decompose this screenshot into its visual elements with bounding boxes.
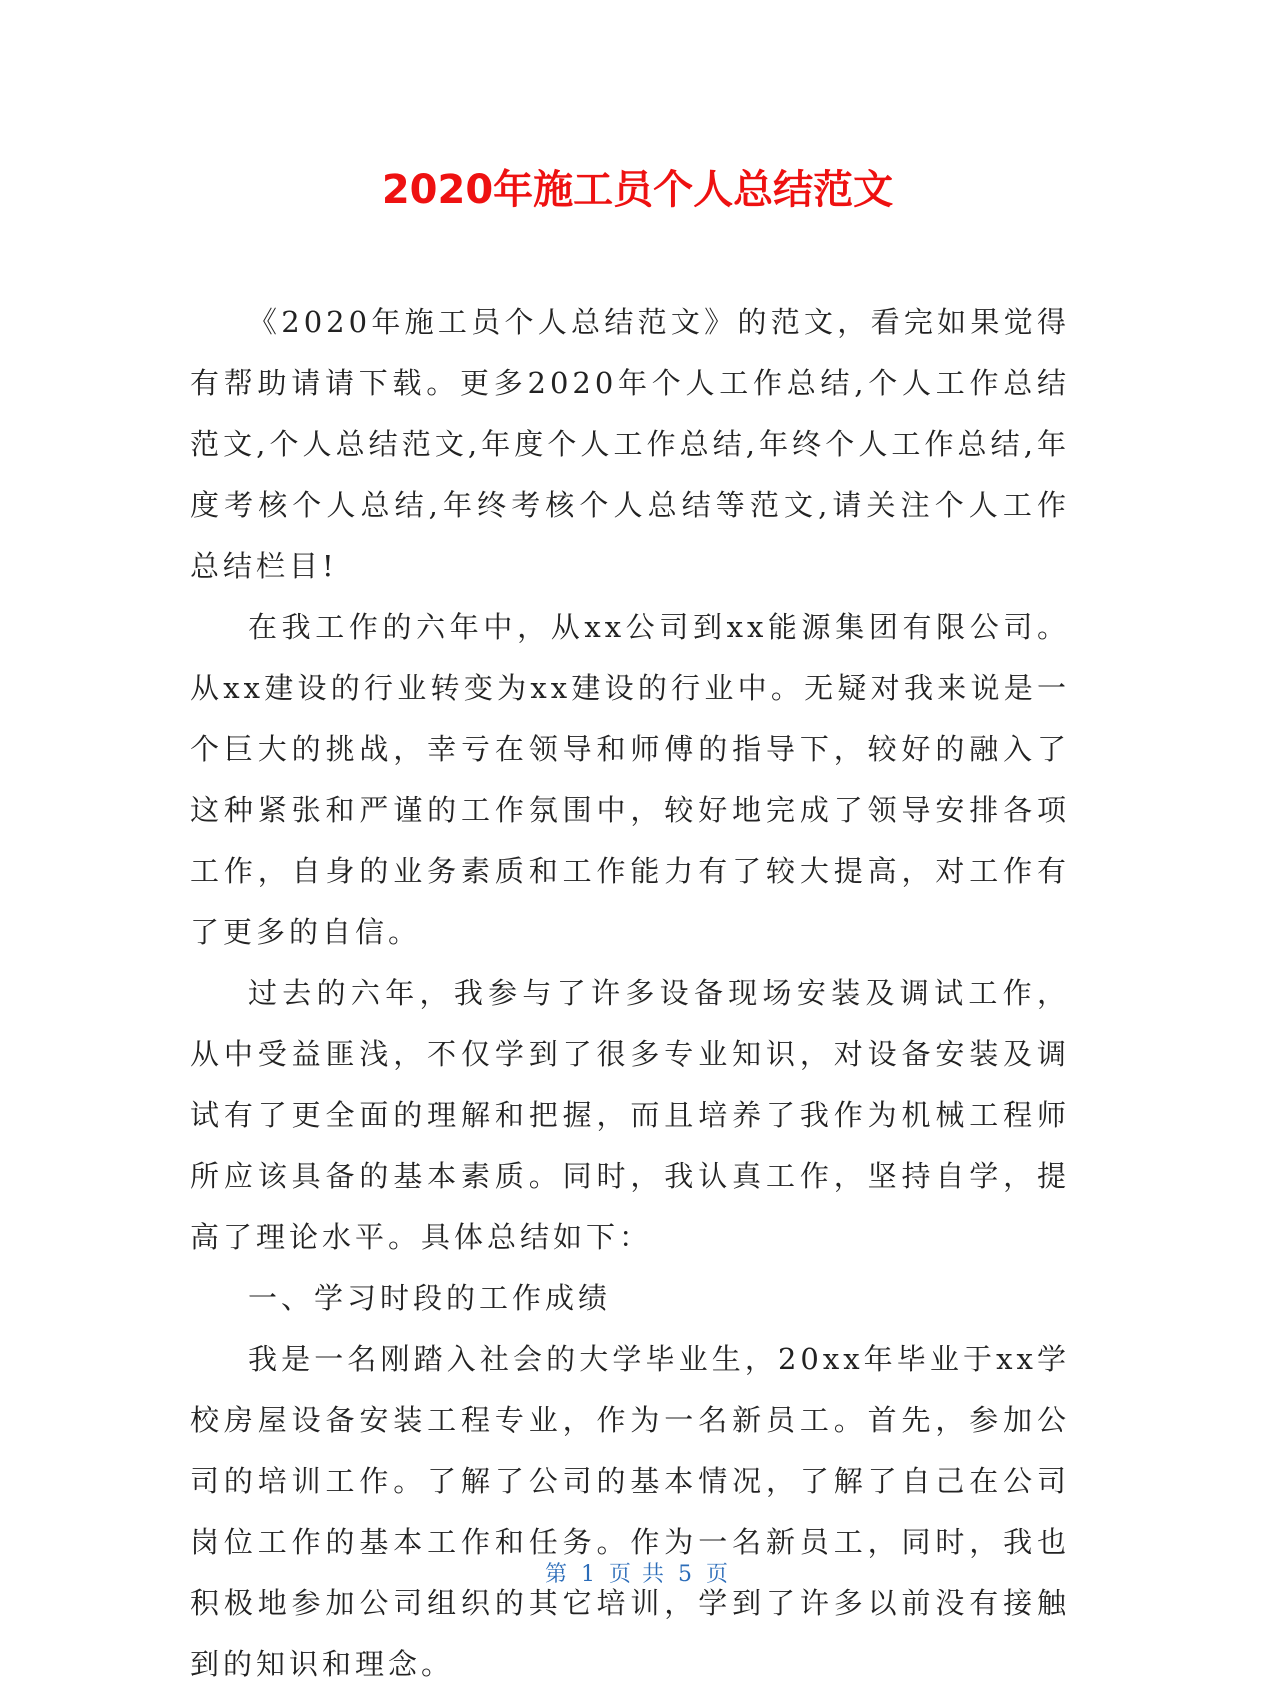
- page-label-mid: 页 共: [609, 1562, 666, 1587]
- paragraph-new-employee: 我是一名刚踏入社会的大学毕业生，20xx年毕业于xx学校房屋设备安装工程专业，作为一名新员工。首先，参加公司的培训工作。了解了公司的基本情况，了解了自己在公司岗位工作的基本工作和任务。作为一名新员工，同时，我也积极地参加公司组织的其它培训，学到了许多以前没有接触到的知识和理念。: [190, 1342, 1070, 1681]
- document-title: 2020年施工员个人总结范文: [381, 167, 894, 213]
- page-footer: [0, 1560, 1275, 1590]
- total-pages-number: 5: [678, 1562, 694, 1587]
- section-heading-study-period: 一、学习时段的工作成绩: [248, 1281, 612, 1315]
- paragraph-past-six-years: 过去的六年，我参与了许多设备现场安装及调试工作，从中受益匪浅，不仅学到了很多专业知识，对设备安装及调试有了更全面的理解和把握，而且培养了我作为机械工程师所应该具备的基本素质。同时，我认真工作，坚持自学，提高了理论水平。具体总结如下：: [190, 976, 1070, 1254]
- current-page-number: 1: [581, 1562, 597, 1587]
- page-label-prefix: 第: [544, 1562, 569, 1587]
- paragraph-intro: 《2020年施工员个人总结范文》的范文，看完如果觉得有帮助请请下载。更多2020年个人工作总结,个人工作总结范文,个人总结范文,年度个人工作总结,年终个人工作总结,年度考核个人总结,年终考核个人总结等范文,请关注个人工作总结栏目!: [190, 305, 1070, 583]
- paragraph-experience: 在我工作的六年中，从xx公司到xx能源集团有限公司。从xx建设的行业转变为xx建设的行业中。无疑对我来说是一个巨大的挑战，幸亏在领导和师傅的指导下，较好的融入了这种紧张和严谨的工作氛围中，较好地完成了领导安排各项工作，自身的业务素质和工作能力有了较大提高，对工作有了更多的自信。: [190, 610, 1070, 949]
- document-body: [190, 292, 1070, 1695]
- page-label-suffix: 页: [706, 1562, 731, 1587]
